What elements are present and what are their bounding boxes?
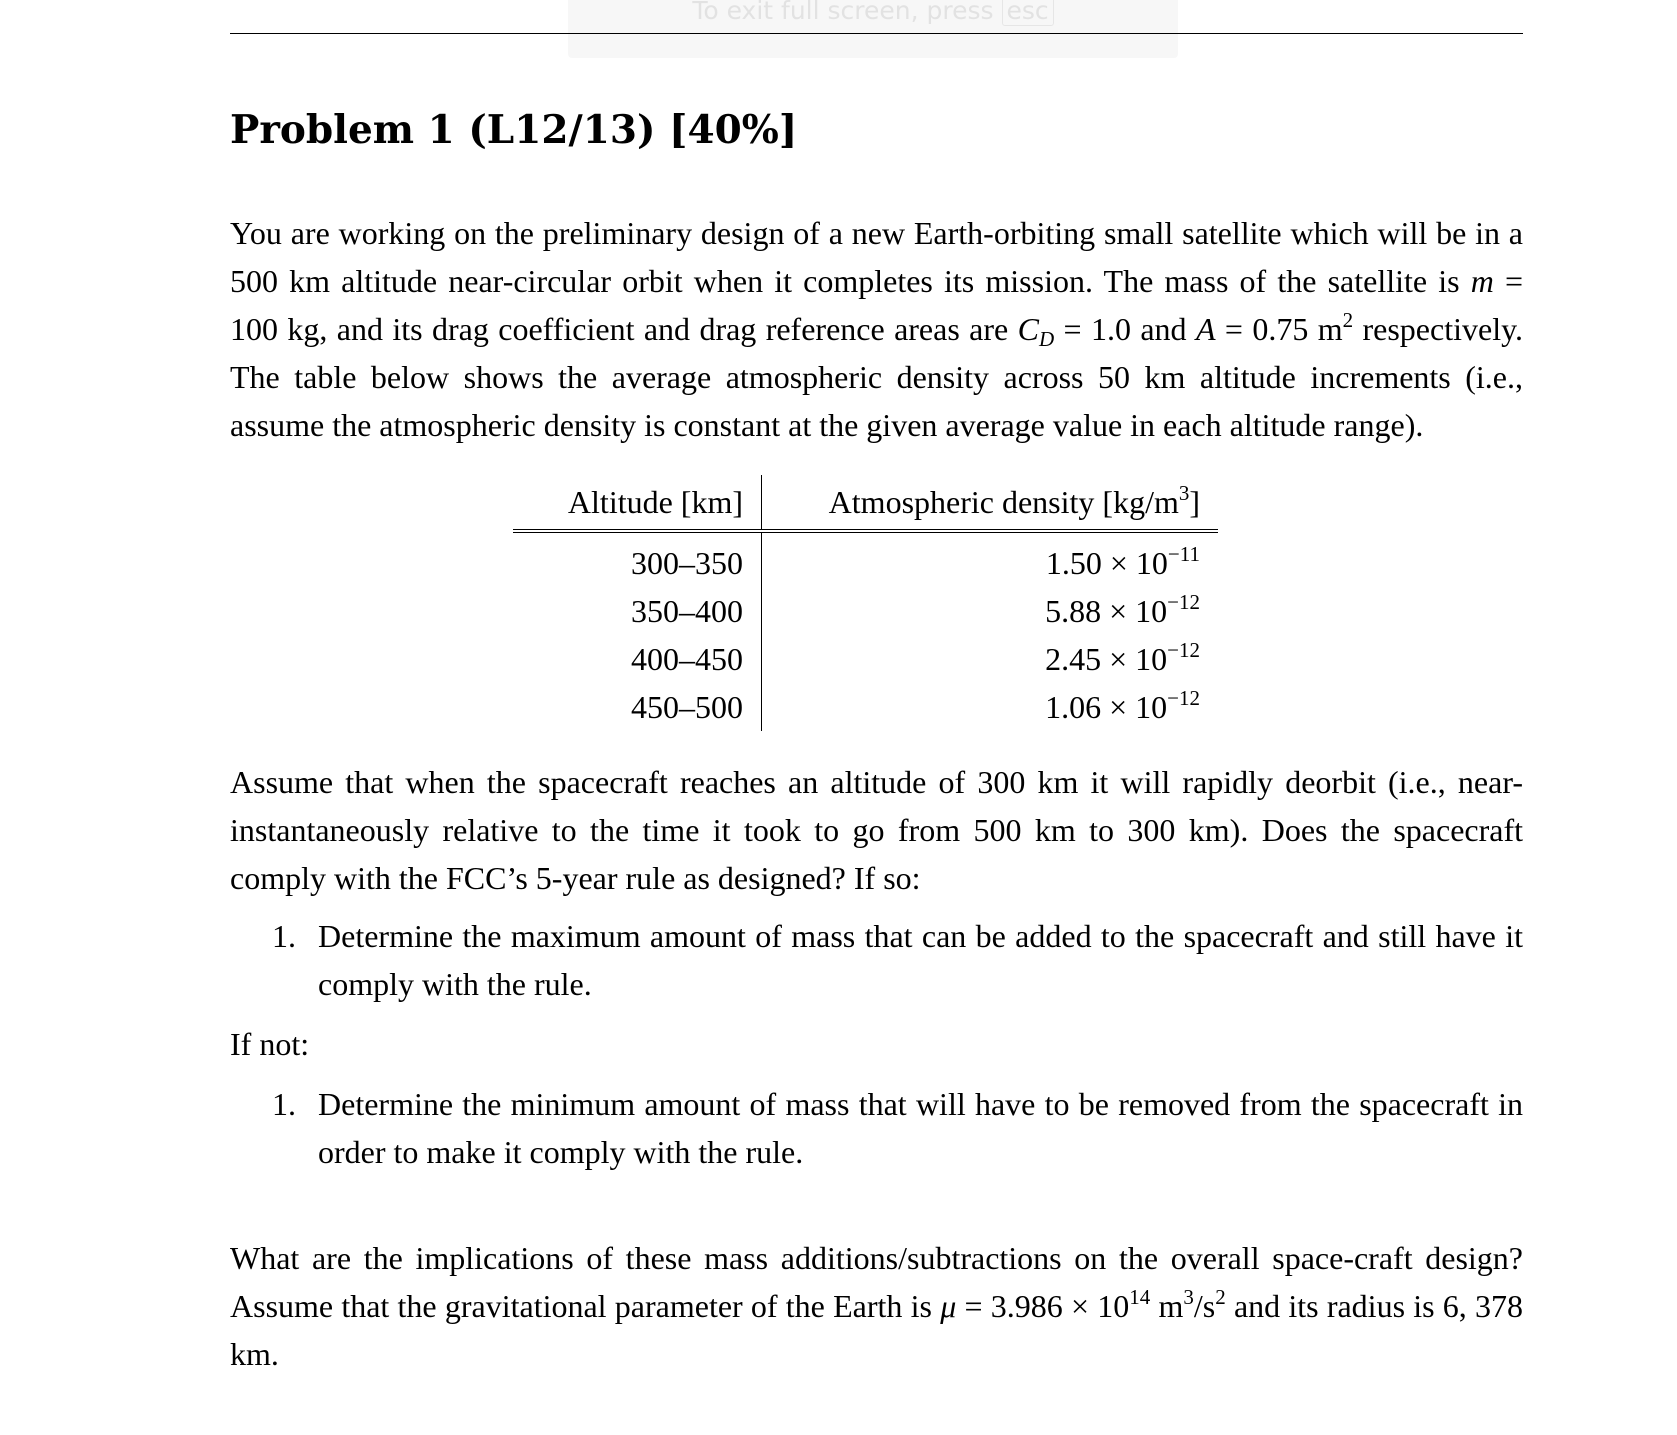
altitude-cell: 450–500	[513, 683, 762, 731]
density-mantissa: 5.88 × 10	[1045, 592, 1168, 629]
if-so-list	[230, 912, 1523, 1008]
list-item-text: Determine the minimum amount of mass that will have to be removed from the spacecraft in order to make it comply with the rule.	[318, 1086, 1523, 1170]
density-mantissa: 1.06 × 10	[1045, 688, 1168, 725]
intro-text-5: respectively. The table below shows the average atmospheric density across 50 km altitude increments (i.e., assume the atmospheric density is constant at the given average value in each altitude range).	[230, 311, 1524, 443]
density-cell	[762, 531, 1219, 587]
if-not-label: If not:	[230, 1026, 310, 1062]
altitude-cell: 350–400	[513, 587, 762, 635]
altitude-cell: 300–350	[513, 531, 762, 587]
density-exponent: −12	[1167, 589, 1200, 614]
meter-exponent: 3	[1183, 1285, 1194, 1309]
density-column-header	[762, 475, 1219, 531]
density-cell	[762, 587, 1219, 635]
list-item	[230, 912, 1523, 1008]
closing-text-1: What are the implications of these mass additions/subtractions on the overall space-craft design? Assume that the gravitational parameter of the Earth is	[230, 1240, 1523, 1324]
closing-text-2: = 3.986 × 10	[956, 1288, 1130, 1324]
mass-symbol: m	[1470, 263, 1494, 299]
list-item	[230, 1080, 1523, 1176]
density-table-wrapper	[230, 475, 1523, 740]
table-row	[513, 531, 1218, 587]
table-header-row	[513, 475, 1218, 531]
list-item-text: Determine the maximum amount of mass that can be added to the spacecraft and still have it comply with the rule.	[318, 918, 1523, 1002]
density-header-suffix: ]	[1189, 483, 1200, 520]
problem-intro	[230, 209, 1523, 449]
closing-text-3: m	[1150, 1288, 1184, 1324]
altitude-column-header: Altitude [km]	[513, 475, 762, 531]
intro-text-2: = 100 kg, and its drag coefficient and drag reference areas are	[230, 263, 1524, 347]
density-mantissa: 2.45 × 10	[1045, 640, 1168, 677]
problem-title: Problem 1 (L12/13) [40%]	[230, 107, 798, 153]
density-header-text: Atmospheric density [kg/m	[828, 483, 1179, 520]
density-exponent: −12	[1167, 637, 1200, 662]
mu-symbol: μ	[940, 1288, 957, 1324]
problem-content	[230, 100, 1523, 1378]
if-not-list	[230, 1080, 1523, 1176]
closing-paragraph	[230, 1234, 1523, 1378]
fullscreen-exit-hint	[568, 0, 1178, 58]
fullscreen-hint-text: To exit full screen, press	[692, 0, 994, 25]
density-table	[513, 475, 1218, 731]
deorbit-paragraph: Assume that when the spacecraft reaches an altitude of 300 km it will rapidly deorbit (i.e., near-instantaneously relative to the time it took to go from 500 km to 300 km). Does the spacecraft comply with the FCC’s 5-year rule as designed? If so:	[230, 764, 1523, 896]
density-exponent: −11	[1167, 541, 1200, 566]
second-exponent: 2	[1215, 1285, 1226, 1309]
header-rule	[230, 33, 1523, 34]
drag-coefficient-symbol: C	[1017, 311, 1039, 347]
density-exponent: −12	[1167, 685, 1200, 710]
list-item-number: 1.	[272, 918, 296, 954]
drag-coefficient-subscript: D	[1038, 327, 1055, 351]
density-cell	[762, 683, 1219, 731]
intro-text-3: = 1.0 and	[1054, 311, 1196, 347]
density-header-exponent: 3	[1178, 480, 1190, 505]
intro-text-1: You are working on the preliminary design of a new Earth-orbiting small satellite which will be in a 500 km altitude near-circular orbit when it completes its mission. The mass of the satellite is	[230, 215, 1523, 299]
table-row	[513, 635, 1218, 683]
mu-exponent: 14	[1129, 1285, 1151, 1309]
area-symbol: A	[1195, 311, 1216, 347]
density-cell	[762, 635, 1219, 683]
area-exponent: 2	[1342, 308, 1354, 332]
closing-text-4: /s	[1193, 1288, 1216, 1324]
intro-text-4: = 0.75 m	[1215, 311, 1343, 347]
table-row	[513, 587, 1218, 635]
esc-key-badge: esc	[1002, 0, 1054, 26]
closing-text-5: and its radius is 6, 378 km.	[230, 1288, 1524, 1372]
list-item-number: 1.	[272, 1086, 296, 1122]
altitude-cell: 400–450	[513, 635, 762, 683]
table-row	[513, 683, 1218, 731]
density-mantissa: 1.50 × 10	[1045, 544, 1168, 581]
